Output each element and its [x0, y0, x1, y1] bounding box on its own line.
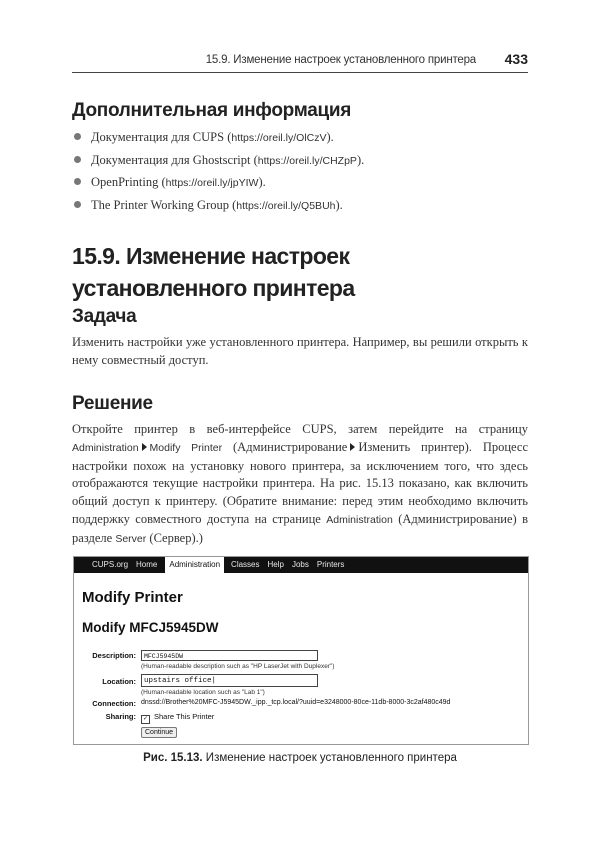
link-url[interactable]: https://oreil.ly/CHZpP: [257, 154, 357, 167]
cups-navbar: [74, 557, 528, 573]
cups-page-title: Modify Printer: [82, 589, 183, 606]
task-text: Изменить настройки уже установленного принтера. Например, вы решили открыть к нему совместный доступ.: [72, 335, 528, 367]
connection-label: Connection:: [92, 699, 136, 708]
ui-administration: Administration: [326, 513, 393, 526]
location-label: Location:: [102, 677, 136, 686]
ui-administration: Administration: [72, 441, 139, 454]
bullet-icon: [74, 156, 81, 163]
more-info-heading: Дополнительная информация: [72, 100, 352, 121]
running-header: [72, 50, 528, 73]
nav-jobs[interactable]: Jobs: [291, 560, 309, 569]
arrow-right-icon: [350, 443, 355, 451]
nav-home[interactable]: Home: [136, 560, 158, 569]
description-label: Description:: [92, 651, 136, 660]
sharing-checkbox[interactable]: ✓: [142, 716, 149, 722]
location-input[interactable]: upstairs office|: [141, 674, 318, 687]
continue-button[interactable]: Continue: [141, 727, 177, 738]
cups-screenshot: [73, 556, 529, 745]
cups-printer-title: Modify MFCJ5945DW: [82, 620, 219, 635]
list-item: OpenPrinting (https://oreil.ly/jpYIW).: [74, 173, 364, 196]
section-title: 15.9. Изменение настроек установленного принтера: [72, 243, 355, 301]
connection-value: dnssd://Brother%20MFC-J5945DW._ipp._tcp.local/?uuid=e3248000-80ce-11db-8000-3c2af480c49d: [141, 699, 451, 706]
link-url[interactable]: https://oreil.ly/jpYIW: [165, 177, 259, 189]
list-item: Документация для CUPS (https://oreil.ly/OlCzV).: [74, 128, 364, 151]
nav-printers[interactable]: Printers: [316, 560, 345, 569]
running-header-title: 15.9. Изменение настроек установленного принтера: [205, 54, 476, 66]
ui-server: Server: [115, 532, 147, 545]
list-item: Документация для Ghostscript (https://oreil.ly/CHZpP).: [74, 151, 364, 174]
figure-caption: [0, 752, 600, 764]
nav-administration[interactable]: Administration: [165, 557, 224, 573]
ui-modify-printer: Modify Printer: [149, 441, 223, 454]
bullet-icon: [74, 133, 81, 140]
arrow-right-icon: [142, 443, 147, 451]
bullet-icon: [74, 201, 81, 208]
nav-help[interactable]: Help: [267, 560, 284, 569]
description-input[interactable]: MFCJ5945DW: [141, 650, 318, 661]
more-info-list: [74, 128, 364, 218]
figure-caption-text: Изменение настроек установленного принтера: [205, 752, 457, 764]
bullet-icon: [74, 178, 81, 185]
list-item: The Printer Working Group (https://oreil.ly/Q5BUh).: [74, 196, 364, 219]
nav-classes[interactable]: Classes: [231, 560, 260, 569]
link-url[interactable]: https://oreil.ly/Q5BUh: [236, 199, 336, 212]
sharing-label: Sharing:: [105, 712, 136, 721]
figure-label: Рис. 15.13.: [143, 752, 203, 764]
page-number: 433: [504, 51, 528, 67]
link-url[interactable]: https://oreil.ly/OlCzV: [231, 132, 327, 144]
solution-text: Откройте принтер в веб-интерфейсе CUPS, затем перейдите на страницу Administration Modify Printer (Администрирование Изменить принтер). Процесс настройки похож на установку нового принтера, за исключением того, что здесь отображаются текущие настройки принтера. На рис. 15.13 показано, как включить общий доступ к принтеру. (Обратите внимание: перед этим необходимо включить поддержку совместного доступа на странице Administration (Администрирование) в разделе Server (Сервер).): [72, 422, 529, 545]
sharing-option-label: Share This Printer: [154, 712, 215, 721]
description-help: (Human-readable description such as "HP LaserJet with Duplexer"): [141, 663, 335, 670]
solution-heading: Решение: [72, 393, 153, 414]
location-help: (Human-readable location such as "Lab 1"): [141, 689, 265, 696]
task-heading: Задача: [72, 306, 137, 327]
nav-cups-org[interactable]: CUPS.org: [92, 560, 129, 569]
